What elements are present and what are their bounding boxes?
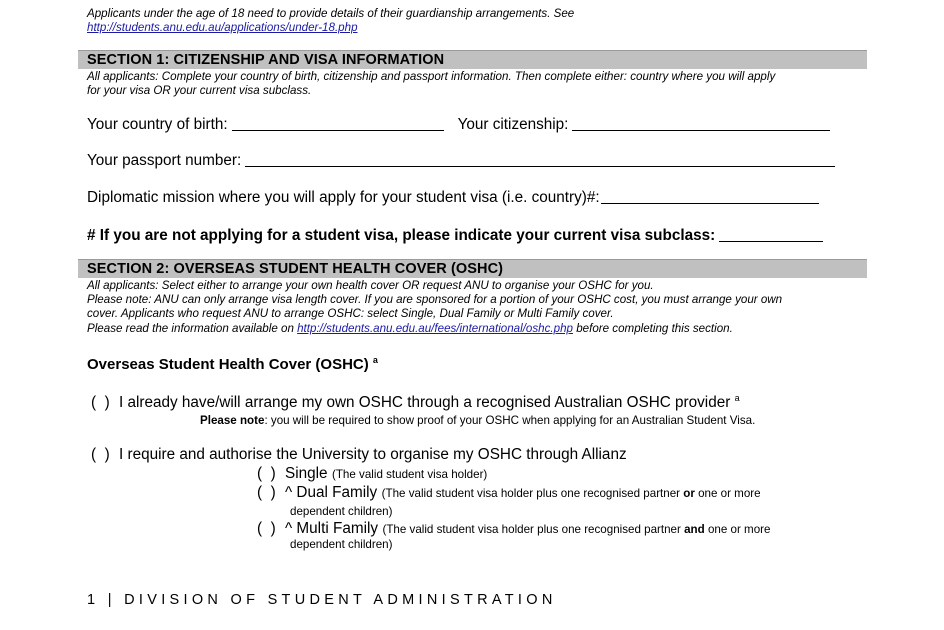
diplomatic-mission-field[interactable]	[601, 202, 819, 204]
section1-instructions-2: for your visa OR your current visa subclass.	[87, 84, 312, 97]
dual-desc-part1: (The valid student visa holder plus one recognised partner	[381, 487, 684, 500]
oshc-heading-sup: a	[372, 355, 378, 365]
section2-title: SECTION 2: OVERSEAS STUDENT HEALTH COVER (OSHC)	[87, 261, 504, 277]
section2-header	[78, 259, 867, 278]
option-multi-family-desc-2: dependent children)	[290, 538, 393, 551]
oshc-heading-text: Overseas Student Health Cover (OSHC)	[87, 356, 369, 373]
option-own-oshc[interactable]	[91, 393, 740, 412]
guardianship-note	[87, 7, 574, 21]
section1-instructions-1: All applicants: Complete your country of birth, citizenship and passport information. Then complete either: country where you will apply	[87, 70, 776, 83]
diplomatic-mission-row	[87, 189, 819, 207]
option-dual-family[interactable]	[257, 484, 761, 502]
section2-instructions-1: All applicants: Select either to arrange your own health cover OR request ANU to organise your OSHC for you.	[87, 279, 654, 292]
passport-row	[87, 152, 835, 170]
diplomatic-mission-label: Diplomatic mission where you will apply for your student visa (i.e. country)#:	[87, 189, 600, 206]
section2-instructions-3: cover. Applicants who request ANU to arrange OSHC: select Single, Dual Family or Multi Family cover.	[87, 307, 614, 320]
oshc-proof-note-text: : you will be required to show proof of your OSHC when applying for an Australian Student Visa.	[264, 414, 756, 427]
option-dual-family-checkbox[interactable]: ( )	[257, 484, 276, 501]
option-university-oshc[interactable]	[91, 446, 627, 464]
option-dual-family-label: ^ Dual Family	[285, 484, 378, 501]
dual-desc-part2: one or more	[694, 487, 761, 500]
multi-desc-part1: (The valid student visa holder plus one recognised partner	[382, 523, 685, 536]
section2-instructions-4	[87, 322, 733, 336]
multi-desc-bold: and	[684, 523, 705, 536]
option-multi-family-label: ^ Multi Family	[285, 520, 379, 537]
option-own-oshc-label: I already have/will arrange my own OSHC through a recognised Australian OSHC provider	[119, 394, 731, 412]
visa-subclass-field[interactable]	[719, 240, 823, 242]
country-of-birth-field[interactable]	[232, 129, 444, 131]
country-of-birth-row	[87, 116, 830, 134]
section2-instructions-2: Please note: ANU can only arrange visa length cover. If you are sponsored for a portion of your OSHC cost, you must arrange your own	[87, 293, 783, 306]
multi-desc-part2: one or more	[704, 523, 771, 536]
citizenship-label: Your citizenship:	[457, 116, 569, 133]
dual-desc-bold: or	[683, 487, 695, 500]
footer-division: DIVISION OF STUDENT ADMINISTRATION	[124, 592, 557, 608]
visa-subclass-label: # If you are not applying for a student visa, please indicate your current visa subclass:	[87, 227, 716, 244]
guardianship-link-row	[87, 21, 358, 35]
option-single-checkbox[interactable]: ( )	[257, 465, 276, 482]
page-number: 1	[87, 592, 100, 608]
footer-separator: |	[107, 592, 116, 608]
country-of-birth-label: Your country of birth:	[87, 116, 228, 133]
guardianship-note-text: Applicants under the age of 18 need to provide details of their guardianship arrangements. See	[87, 7, 575, 20]
oshc-proof-note	[200, 414, 755, 427]
oshc-proof-note-label: Please note	[200, 414, 265, 427]
option-single[interactable]	[257, 465, 487, 483]
option-dual-family-desc	[382, 487, 761, 500]
visa-subclass-row	[87, 227, 823, 245]
option-university-oshc-checkbox[interactable]: ( )	[91, 446, 110, 463]
section1-header	[78, 50, 867, 69]
oshc-heading	[87, 355, 378, 373]
option-own-oshc-checkbox[interactable]: ( )	[91, 394, 110, 412]
guardianship-link[interactable]: http://students.anu.edu.au/applications/under-18.php	[87, 21, 358, 34]
option-own-oshc-sup: a	[734, 393, 740, 403]
option-multi-family[interactable]	[257, 520, 770, 538]
passport-field[interactable]	[245, 165, 835, 167]
option-single-label: Single	[285, 465, 328, 482]
option-multi-family-checkbox[interactable]: ( )	[257, 520, 276, 537]
oshc-info-link[interactable]: http://students.anu.edu.au/fees/international/oshc.php	[297, 322, 573, 335]
section2-instructions-4-prefix: Please read the information available on	[87, 322, 298, 335]
option-single-desc: (The valid student visa holder)	[331, 468, 488, 481]
section2-instructions-4-suffix: before completing this section.	[572, 322, 733, 335]
passport-label: Your passport number:	[87, 152, 242, 169]
page-footer	[87, 592, 557, 608]
citizenship-field[interactable]	[572, 129, 830, 131]
option-dual-family-desc-2: dependent children)	[290, 505, 393, 518]
section1-title: SECTION 1: CITIZENSHIP AND VISA INFORMATION	[87, 52, 445, 68]
option-university-oshc-label: I require and authorise the University to organise my OSHC through Allianz	[119, 446, 627, 463]
option-multi-family-desc	[382, 523, 770, 536]
